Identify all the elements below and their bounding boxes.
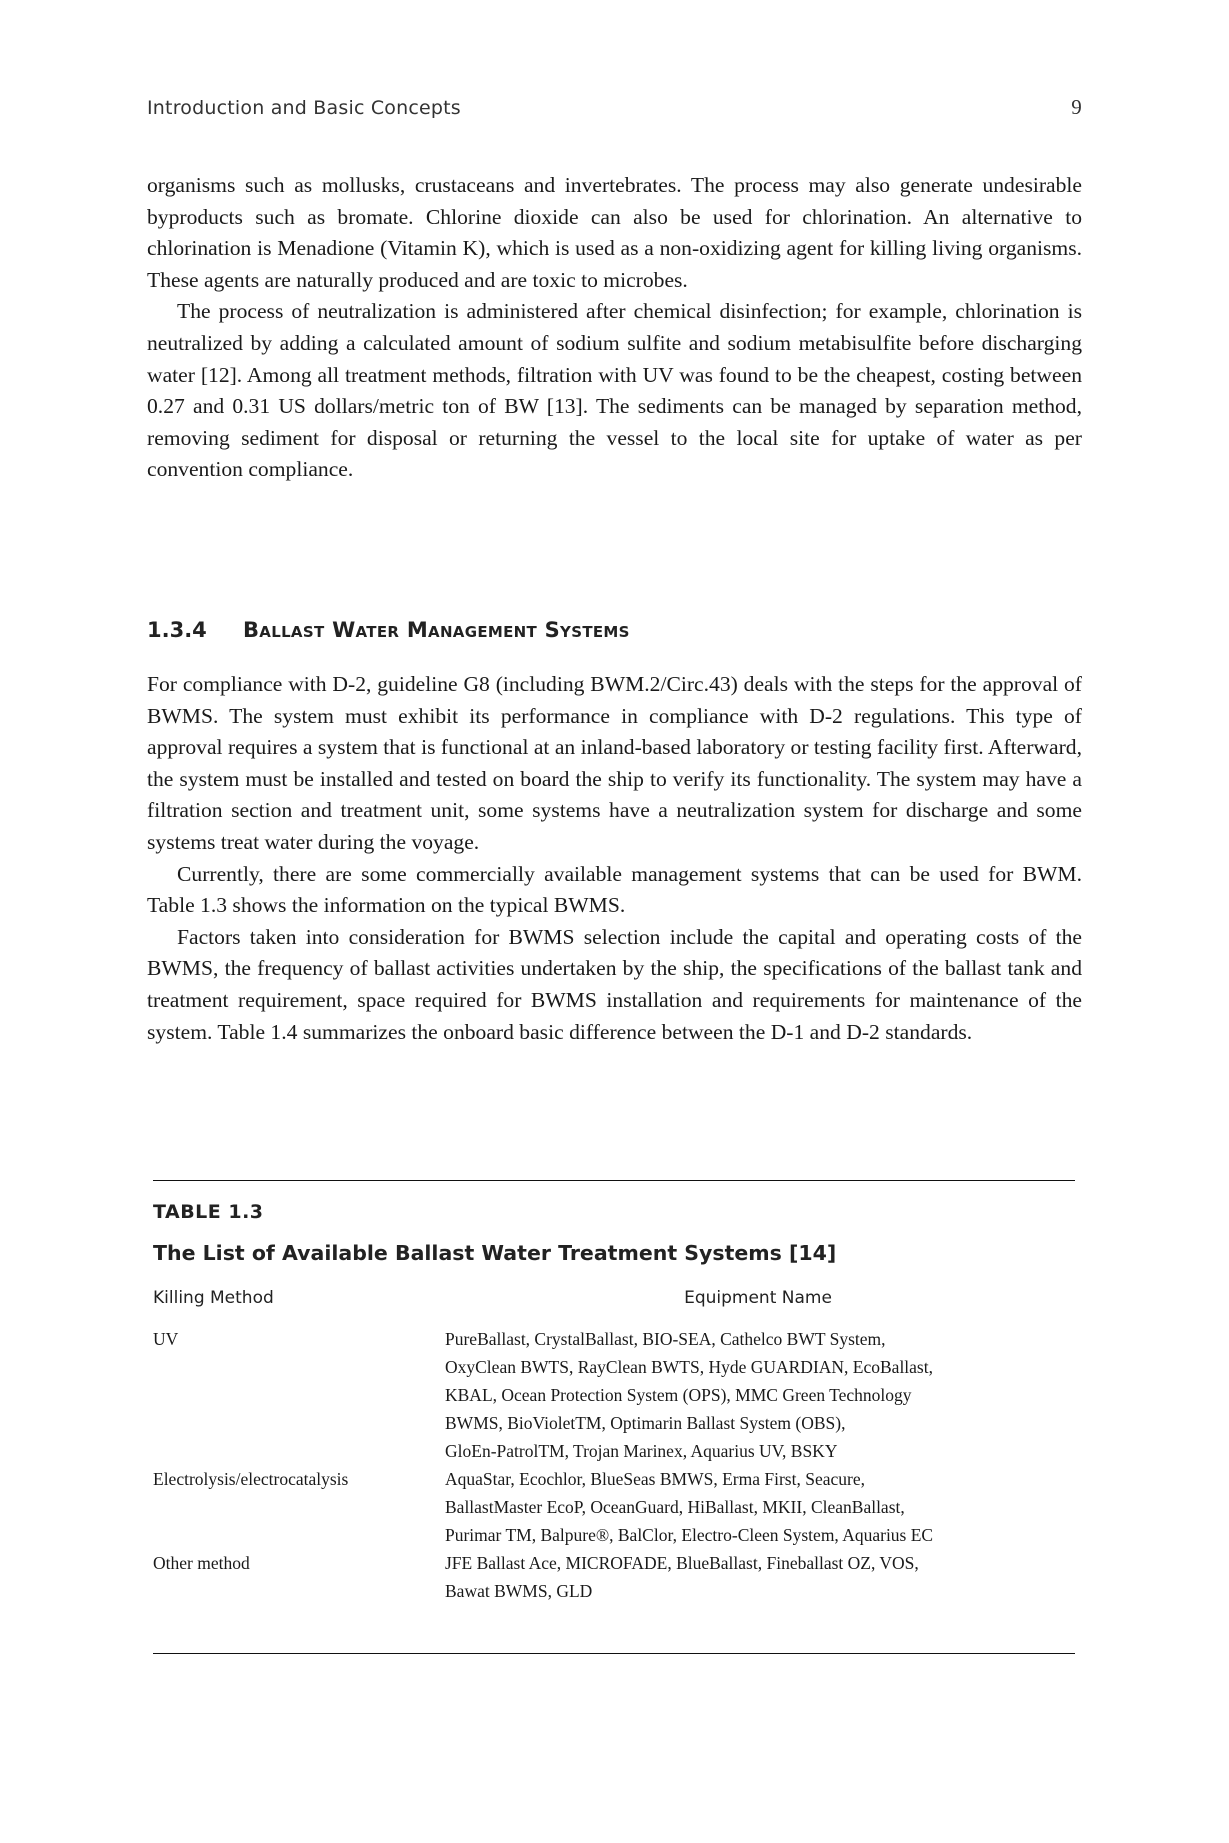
paragraph: Factors taken into consideration for BWMS selection include the capital and operating costs of the BWMS, the frequency of ballast activities undertaken by the ship, the specifications of the ballast tank and treatment requirement, space required for BWMS installation and requirements for maintenance of the system. Table 1.4 summarizes the onboard basic difference between the D-1 and D-2 standards. xyxy=(147,924,1082,1044)
table-bottom-rule xyxy=(153,1653,1075,1654)
table-row xyxy=(153,1325,1075,1465)
table-body xyxy=(153,1325,1075,1605)
cell-killing-method: UV xyxy=(153,1329,179,1349)
paragraph: organisms such as mollusks, crustaceans and invertebrates. The process may also generate undesirable byproducts such as bromate. Chlorine dioxide can also be used for chlorination. An alternative to chlorination is Menadione (Vitamin K), which is used as a non-oxidizing agent for killing living organisms. These agents are naturally produced and are toxic to microbes. xyxy=(147,173,1082,292)
table-row xyxy=(153,1465,1075,1549)
table-label: TABLE 1.3 xyxy=(153,1201,264,1223)
table-title: The List of Available Ballast Water Treatment Systems [14] xyxy=(153,1241,837,1265)
section-number: 1.3.4 xyxy=(147,618,207,642)
table-header-killing-method: Killing Method xyxy=(153,1288,274,1308)
equipment-line: GloEn-PatrolTM, Trojan Marinex, Aquarius UV, BSKY xyxy=(445,1441,838,1461)
cell-equipment-name xyxy=(445,1549,1075,1605)
page-number: 9 xyxy=(1071,95,1082,119)
running-head-title: Introduction and Basic Concepts xyxy=(147,97,461,119)
equipment-line: Bawat BWMS, GLD xyxy=(445,1581,593,1601)
equipment-line: JFE Ballast Ace, MICROFADE, BlueBallast, Fineballast OZ, VOS, xyxy=(445,1553,919,1573)
paragraph: The process of neutralization is administered after chemical disinfection; for example, chlorination is neutralized by adding a calculated amount of sodium sulfite and sodium metabisulfite before discharging water [12]. Among all treatment methods, filtration with UV was found to be the cheapest, costing between 0.27 and 0.31 US dollars/metric ton of BW [13]. The sediments can be managed by separation method, removing sediment for disposal or returning the vessel to the local site for uptake of water as per convention compliance. xyxy=(147,299,1082,482)
text-block-after-heading xyxy=(147,669,1082,1048)
cell-killing-method: Electrolysis/electrocatalysis xyxy=(153,1469,349,1489)
text-block-before-heading xyxy=(147,170,1082,486)
cell-equipment-name xyxy=(445,1325,1075,1465)
paragraph: For compliance with D-2, guideline G8 (including BWM.2/Circ.43) deals with the steps for the approval of BWMS. The system must exhibit its performance in compliance with D-2 regulations. This type of approval requires a system that is functional at an inland-based laboratory or testing facility first. Afterward, the system must be installed and tested on board the ship to verify its functionality. The system may have a filtration section and treatment unit, some systems have a neutralization system for discharge and some systems treat water during the voyage. xyxy=(147,672,1082,854)
equipment-line: AquaStar, Ecochlor, BlueSeas BMWS, Erma First, Seacure, xyxy=(445,1469,865,1489)
running-head xyxy=(147,95,1082,123)
equipment-line: BallastMaster EcoP, OceanGuard, HiBallast, MKII, CleanBallast, xyxy=(445,1497,905,1517)
paragraph: Currently, there are some commercially available management systems that can be used for BWM. Table 1.3 shows the information on the typical BWMS. xyxy=(147,861,1082,918)
equipment-line: KBAL, Ocean Protection System (OPS), MMC Green Technology xyxy=(445,1385,912,1405)
table-header-row xyxy=(153,1288,1075,1314)
table-row xyxy=(153,1549,1075,1605)
equipment-line: BWMS, BioVioletTM, Optimarin Ballast System (OBS), xyxy=(445,1413,846,1433)
table-header-equipment-name: Equipment Name xyxy=(684,1288,832,1308)
equipment-line: Purimar TM, Balpure®, BalClor, Electro-Cleen System, Aquarius EC xyxy=(445,1525,934,1545)
cell-killing-method: Other method xyxy=(153,1553,250,1573)
equipment-line: OxyClean BWTS, RayClean BWTS, Hyde GUARDIAN, EcoBallast, xyxy=(445,1357,933,1377)
cell-equipment-name xyxy=(445,1465,1075,1549)
table-top-rule xyxy=(153,1180,1075,1181)
equipment-line: PureBallast, CrystalBallast, BIO-SEA, Cathelco BWT System, xyxy=(445,1329,886,1349)
section-title: Ballast Water Management Systems xyxy=(243,618,630,642)
section-heading xyxy=(147,618,1082,642)
